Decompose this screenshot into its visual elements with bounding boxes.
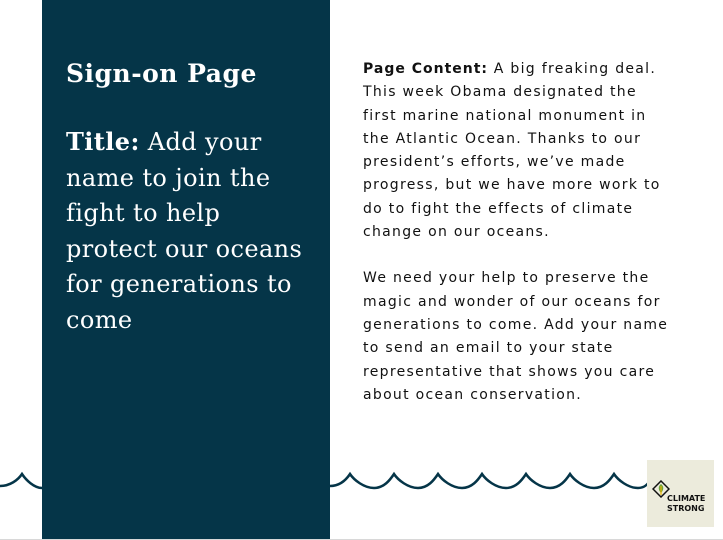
title-text: Add your name to join the fight to help protect our oceans for generations to come	[66, 128, 303, 334]
title-label: Title:	[66, 127, 140, 156]
content-paragraph-2: We need your help to preserve the magic and wonder of our oceans for generations to come. Add your name to send an email to your state representative that shows you care about ocean conservation.	[363, 270, 669, 403]
wave-divider	[0, 468, 723, 508]
logo-text	[667, 494, 705, 514]
content-paragraph-1	[363, 58, 673, 244]
page-content	[363, 58, 673, 407]
page-heading: Sign-on Page	[66, 59, 257, 88]
logo-line-2: STRONG	[667, 504, 705, 513]
content-text-1: A big freaking deal. This week Obama designated the first marine national monument in the Atlantic Ocean. Thanks to our president’s efforts, we’ve made progress, but we have more work to do to fight the effects of climate change on our oceans.	[363, 61, 661, 241]
climate-strong-logo	[647, 460, 714, 527]
title-block	[66, 124, 316, 338]
logo-line-1: CLIMATE	[667, 494, 706, 503]
content-label: Page Content:	[363, 61, 489, 77]
